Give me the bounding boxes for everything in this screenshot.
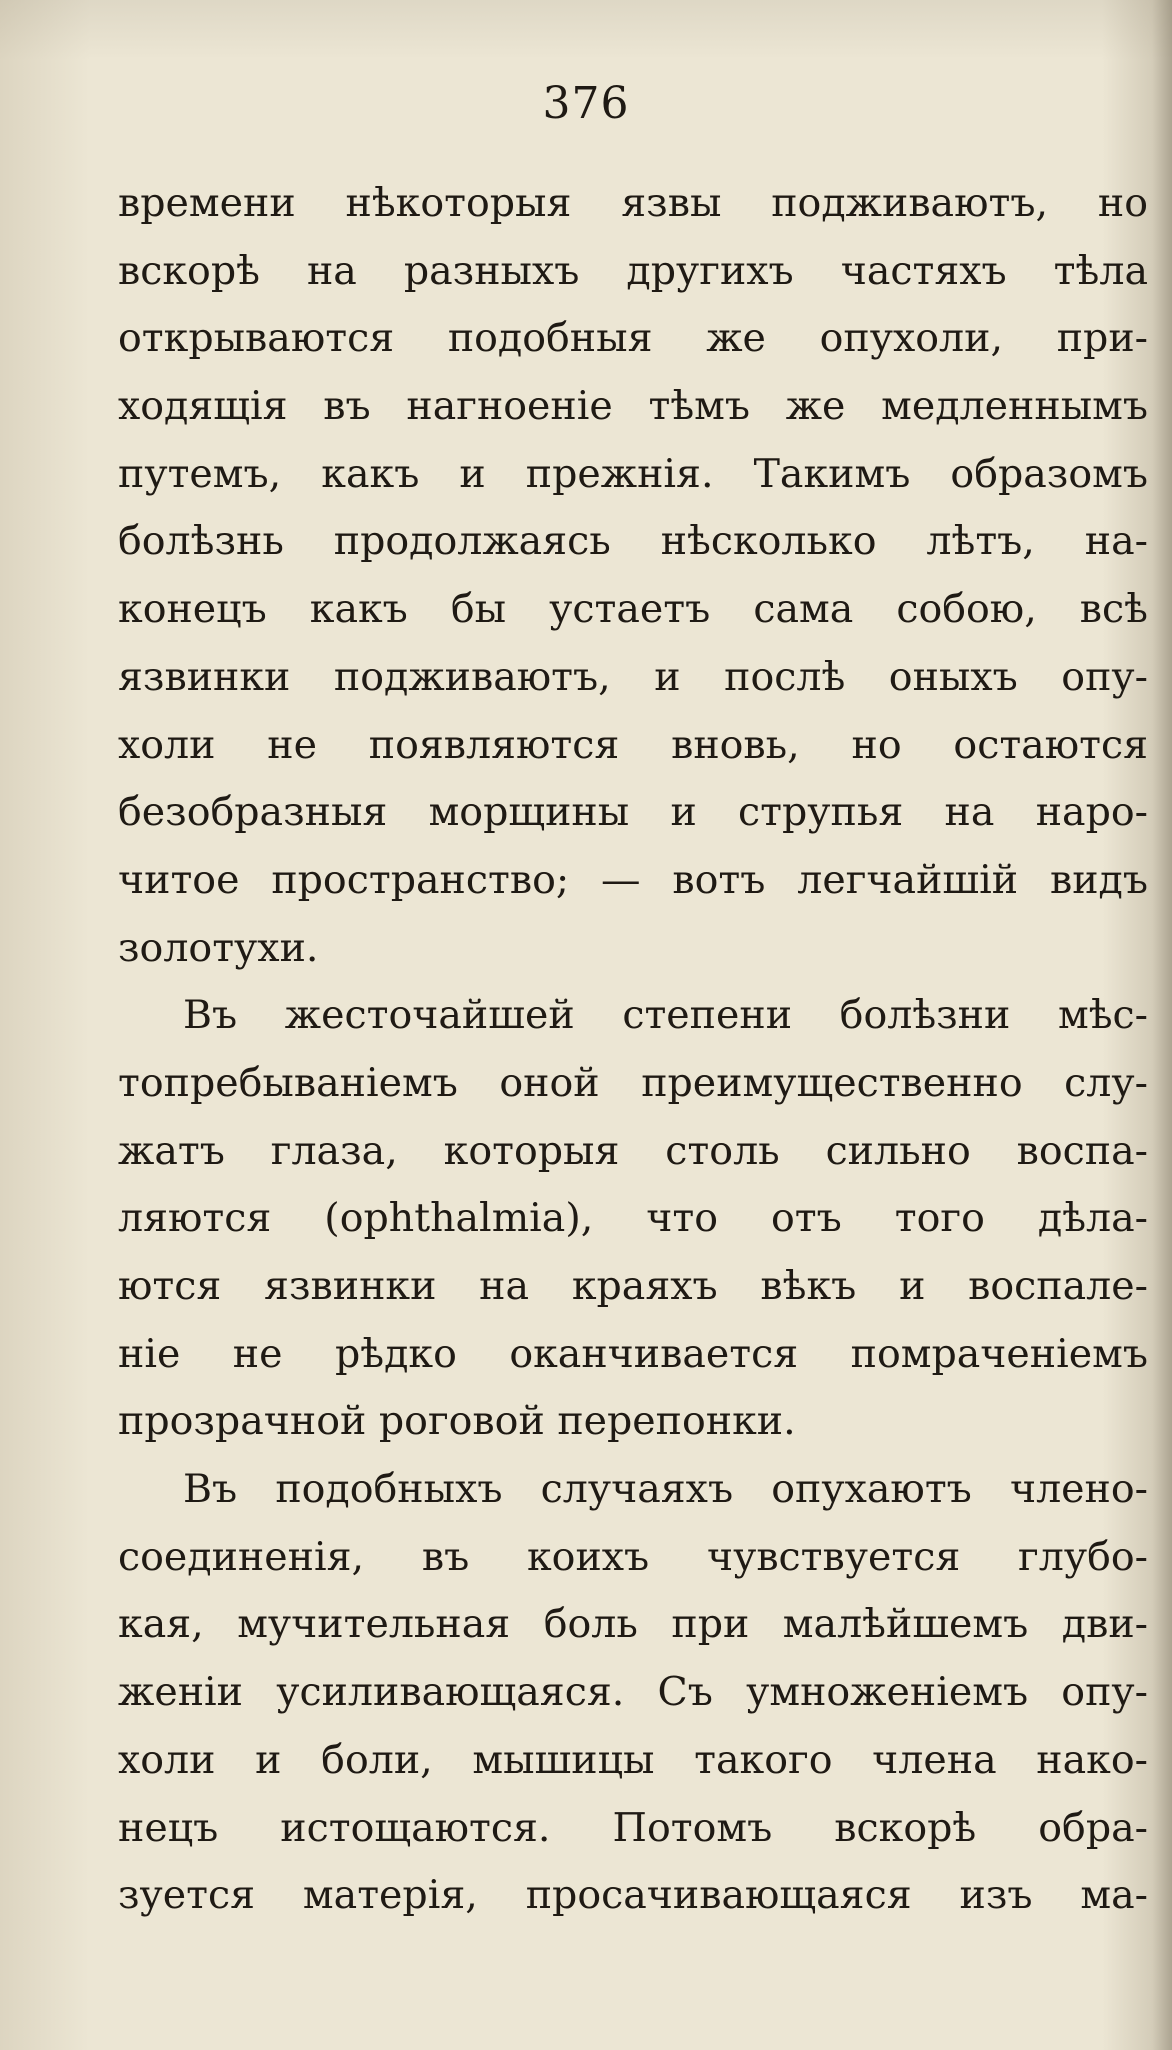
text-line: Въ жесточайшей степени болѣзни мѣс-: [183, 992, 1148, 1039]
text-line: ляются (ophthalmia), что отъ того дѣла-: [118, 1195, 1148, 1242]
page-number: 376: [542, 78, 630, 129]
text-line: читое пространство; — вотъ легчайшій видъ: [118, 856, 1148, 903]
text-line: прозрачной роговой перепонки.: [118, 1398, 796, 1445]
text-line: ются язвинки на краяхъ вѣкъ и воспале-: [118, 1263, 1148, 1309]
text-line: времени нѣкоторыя язвы подживаютъ, но: [118, 180, 1148, 226]
text-line: вскорѣ на разныхъ другихъ частяхъ тѣла: [118, 247, 1148, 294]
text-line: кая, мучительная боль при малѣйшемъ дви-: [118, 1601, 1148, 1648]
text-line: безобразныя морщины и струпья на наро-: [118, 789, 1148, 836]
text-line: зуется матерія, просачивающаяся изъ ма-: [118, 1872, 1148, 1919]
text-line: открываются подобныя же опухоли, при-: [118, 315, 1148, 362]
text-line: Въ подобныхъ случаяхъ опухаютъ члено-: [183, 1466, 1148, 1513]
body-text: [118, 170, 1148, 1930]
text-line: холи и боли, мышицы такого члена нако-: [118, 1736, 1148, 1783]
text-line: соединенія, въ коихъ чувствуется глубо-: [118, 1533, 1148, 1580]
text-line: золотухи.: [118, 924, 319, 971]
text-line: нецъ истощаются. Потомъ вскорѣ обра-: [118, 1804, 1148, 1851]
text-line: язвинки подживаютъ, и послѣ оныхъ опу-: [118, 653, 1148, 700]
text-line: конецъ какъ бы устаетъ сама собою, всѣ: [118, 586, 1148, 633]
text-line: топребываніемъ оной преимущественно слу-: [118, 1059, 1148, 1106]
text-line: жатъ глаза, которыя столь сильно воспа-: [118, 1127, 1148, 1174]
text-line: болѣзнь продолжаясь нѣсколько лѣтъ, на-: [118, 518, 1148, 565]
text-line: ніе не рѣдко оканчивается помраченіемъ: [118, 1330, 1148, 1377]
text-line: ходящія въ нагноеніе тѣмъ же медленнымъ: [118, 383, 1148, 430]
text-line: путемъ, какъ и прежнія. Такимъ образомъ: [118, 450, 1148, 497]
text-line: холи не появляются вновь, но остаются: [118, 721, 1148, 768]
text-line: женіи усиливающаяся. Съ умноженіемъ опу-: [118, 1669, 1148, 1716]
